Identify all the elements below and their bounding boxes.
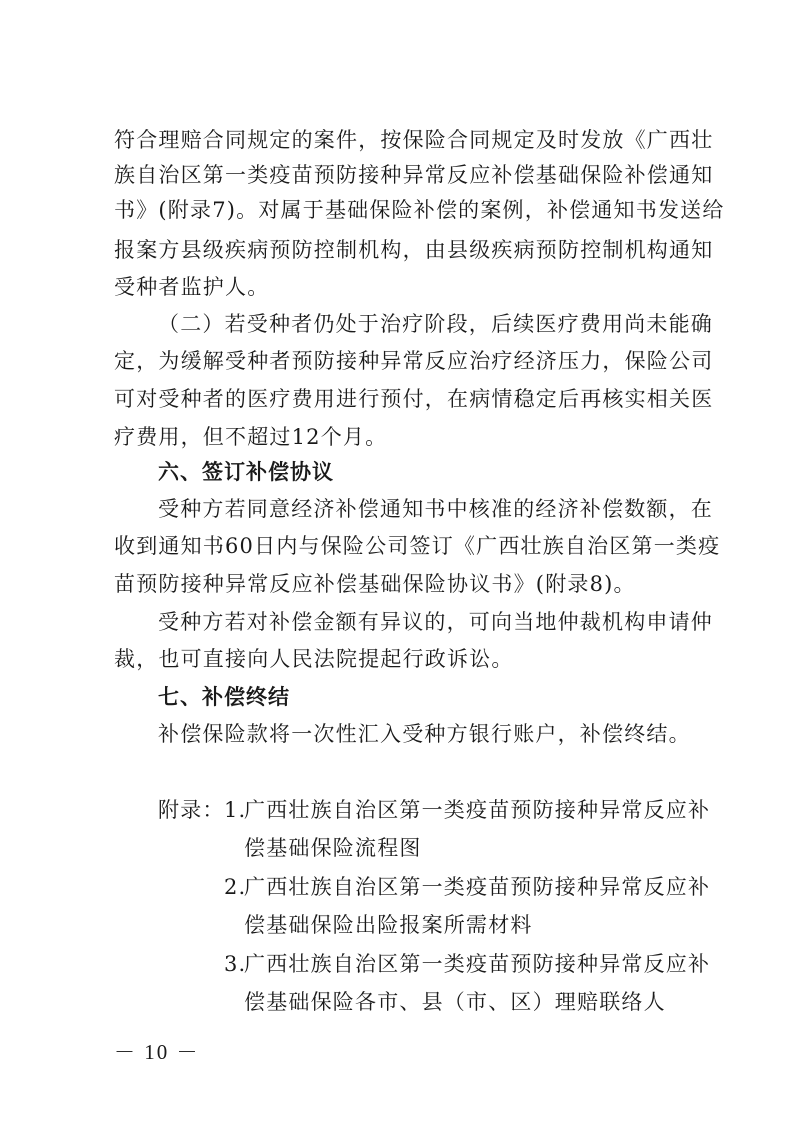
body-text-line: 书》(附录7)。对属于基础保险补偿的案例，补偿通知书发送给 xyxy=(114,198,725,222)
body-text-line: 定，为缓解受种者预防接种异常反应治疗经济压力，保险公司 xyxy=(114,349,714,373)
body-text-line: 族自治区第一类疫苗预防接种异常反应补偿基础保险补偿通知 xyxy=(114,163,714,187)
appendix-item-title: 广西壮族自治区第一类疫苗预防接种异常反应补 xyxy=(244,875,711,899)
body-text-line: 报案方县级疾病预防控制机构，由县级疾病预防控制机构通知 xyxy=(114,238,714,262)
appendix-item-title: 广西壮族自治区第一类疫苗预防接种异常反应补 xyxy=(244,952,711,976)
body-text-line: 受种方若对补偿金额有异议的，可向当地仲裁机构申请仲 xyxy=(158,610,713,634)
section-heading-6: 六、签订补偿协议 xyxy=(158,460,334,484)
body-text-line: （二）若受种者仍处于治疗阶段，后续医疗费用尚未能确 xyxy=(158,312,713,336)
body-text-line: 收到通知书60日内与保险公司签订《广西壮族自治区第一类疫 xyxy=(114,534,721,558)
body-text-line: 符合理赔合同规定的案件，按保险合同规定及时发放《广西壮 xyxy=(114,128,714,152)
appendix-item-title-cont: 偿基础保险出险报案所需材料 xyxy=(244,913,533,937)
body-text-line: 疗费用，但不超过12个月。 xyxy=(114,425,388,449)
appendix-label: 附录： xyxy=(158,798,225,822)
body-text-line: 裁，也可直接向人民法院提起行政诉讼。 xyxy=(114,647,514,671)
appendix-item-number: 3. xyxy=(224,952,247,976)
body-text-line: 可对受种者的医疗费用进行预付，在病情稳定后再核实相关医 xyxy=(114,387,714,411)
page-number: － 10 － xyxy=(114,1040,200,1064)
appendix-item-number: 1. xyxy=(224,798,247,822)
appendix-item-title-cont: 偿基础保险流程图 xyxy=(244,836,422,860)
appendix-item-number: 2. xyxy=(224,875,247,899)
body-text-line: 受种者监护人。 xyxy=(114,275,270,299)
section-heading-7: 七、补偿终结 xyxy=(158,685,290,709)
appendix-item-title-cont: 偿基础保险各市、县（市、区）理赔联络人 xyxy=(244,990,666,1014)
body-text-line: 受种方若同意经济补偿通知书中核准的经济补偿数额，在 xyxy=(158,497,713,521)
body-text-line: 苗预防接种异常反应补偿基础保险协议书》(附录8)。 xyxy=(114,572,636,596)
body-text-line: 补偿保险款将一次性汇入受种方银行账户，补偿终结。 xyxy=(158,722,691,746)
appendix-item-title: 广西壮族自治区第一类疫苗预防接种异常反应补 xyxy=(244,798,711,822)
